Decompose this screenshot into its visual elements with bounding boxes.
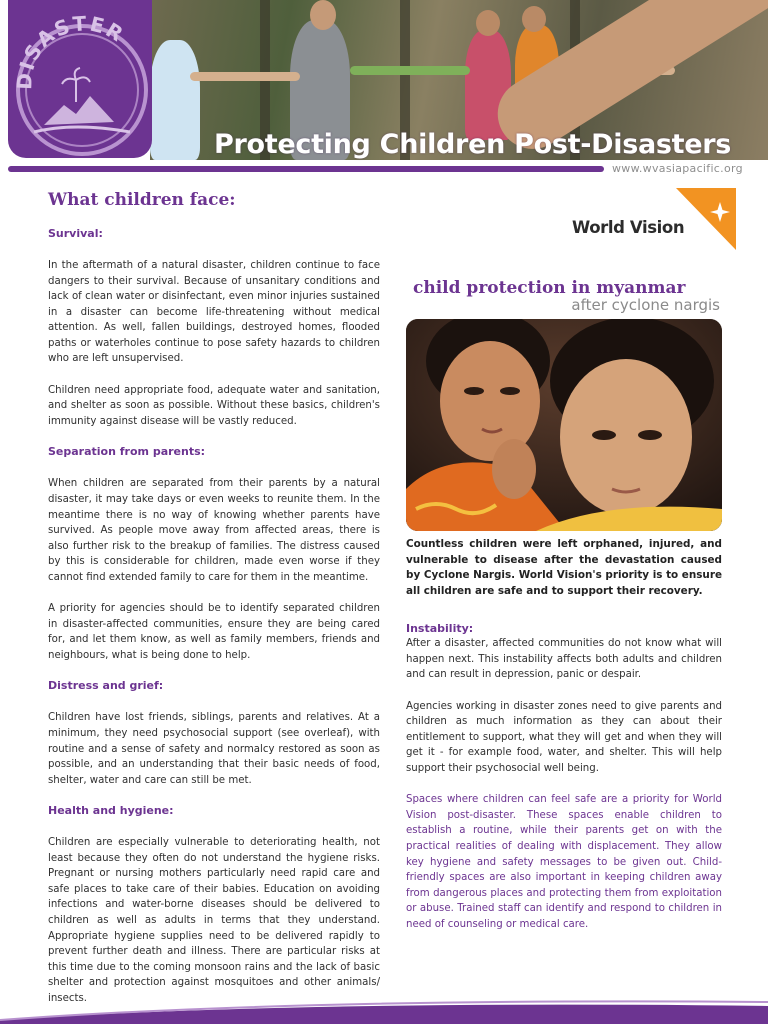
footer-swoosh [0, 996, 768, 1024]
section-heading: What children face: [48, 190, 236, 210]
photo-two-girls [406, 319, 722, 531]
paragraph: After a disaster, affected communities do not know what will happen next. This instability affects both adults and children and can result in depression, panic or despair. [406, 638, 722, 681]
org-name: World Vision [572, 218, 685, 237]
subheading-distress: Distress and grief: [48, 679, 164, 693]
disaster-stamp-logo [4, 10, 154, 160]
subheading-separation: Separation from parents: [48, 445, 206, 459]
subtitle-cyclone-nargis: after cyclone nargis [571, 296, 720, 314]
world-vision-star-icon [676, 188, 736, 250]
subheading-health: Health and hygiene: [48, 804, 174, 818]
page-title: Protecting Children Post-Disasters [214, 129, 732, 160]
stamp-text: DISASTER [12, 11, 130, 91]
right-column-text [406, 622, 722, 948]
paragraph: Children are especially vulnerable to deteriorating health, not least because they often do not understand the hygiene risks. Pregnant or nursing mothers particularly need rapid care and safe places to take care of their babies. Education on avoiding infections and water-borne diseases should be delivered to children as well as adults in terms that they understand. Appropriate hygiene supplies need to be delivered rapidly to prevent further death and illness. There are particular risks at this time due to the coming monsoon rains and the lack of basic shelter and protection against mosquitoes and other animals/ insects. [48, 837, 380, 1004]
paragraph: Children have lost friends, siblings, parents and relatives. At a minimum, they need psychosocial support (see overleaf), with routine and a sense of safety and normalcy restored as soon as possible, and an understanding that their basic needs of food, shelter, water and care can still be met. [48, 712, 380, 786]
subtitle-child-protection: child protection in myanmar [413, 278, 686, 298]
subheading-survival: Survival: [48, 227, 103, 240]
world-vision-logo [572, 188, 736, 250]
paragraph-child-friendly-spaces: Spaces where children can feel safe are a priority for World Vision post-disaster. These spaces enable children to establish a routine, while their parents get on with the practical realities of dealing with displacement. They allow key hygiene and safety messages to be given out. Child-friendly spaces are also important in keeping children away from dangerous places and protecting them from exploitation or abuse. Trained staff can identify and respond to children in need of counseling or medical care. [406, 794, 722, 930]
paragraph: Agencies working in disaster zones need to give parents and children as much information as they can about their entitlement to support, what they will get and when they will get it - for example food, water, and shelter. This will help support their psychosocial well being. [406, 700, 722, 774]
website-url: www.wvasiapacific.org [612, 162, 743, 175]
left-column [48, 190, 380, 1006]
page-header [0, 0, 768, 175]
paragraph: When children are separated from their parents by a natural disaster, it may take days or even weeks to reunite them. In the meantime there is no way of knowing whether parents have survived. As people move away from affected areas, there is also further risk to the breakup of families. The distress caused by this is considerable for children, made even worse if they cannot find extended family to care for them in the meantime. [48, 478, 380, 583]
paragraph: In the aftermath of a natural disaster, children continue to face dangers to their survival. Because of unsanitary conditions and lack of clean water or disinfectant, even minor injuries sustained in a disaster can become life-threatening without medical attention. As well, fallen buildings, destroyed homes, flooded paths or waterholes continue to pose safety hazards to children who are left unsupervised. [48, 260, 380, 365]
header-divider [8, 166, 604, 172]
paragraph: Children need appropriate food, adequate water and sanitation, and shelter as soon as possible. Without these basics, children's immunity against disease will be vastly reduced. [48, 384, 380, 427]
photo-caption: Countless children were left orphaned, injured, and vulnerable to disease after the devastation caused by Cyclone Nargis. World Vision's priority is to ensure all children are safe and to support their recovery. [406, 538, 722, 597]
paragraph: A priority for agencies should be to identify separated children in disaster-affected communities, ensure they are being cared for, and let them know, as well as family members, friends and neighbours, what is being done to help. [48, 603, 380, 661]
subheading-instability: Instability: [406, 622, 474, 635]
